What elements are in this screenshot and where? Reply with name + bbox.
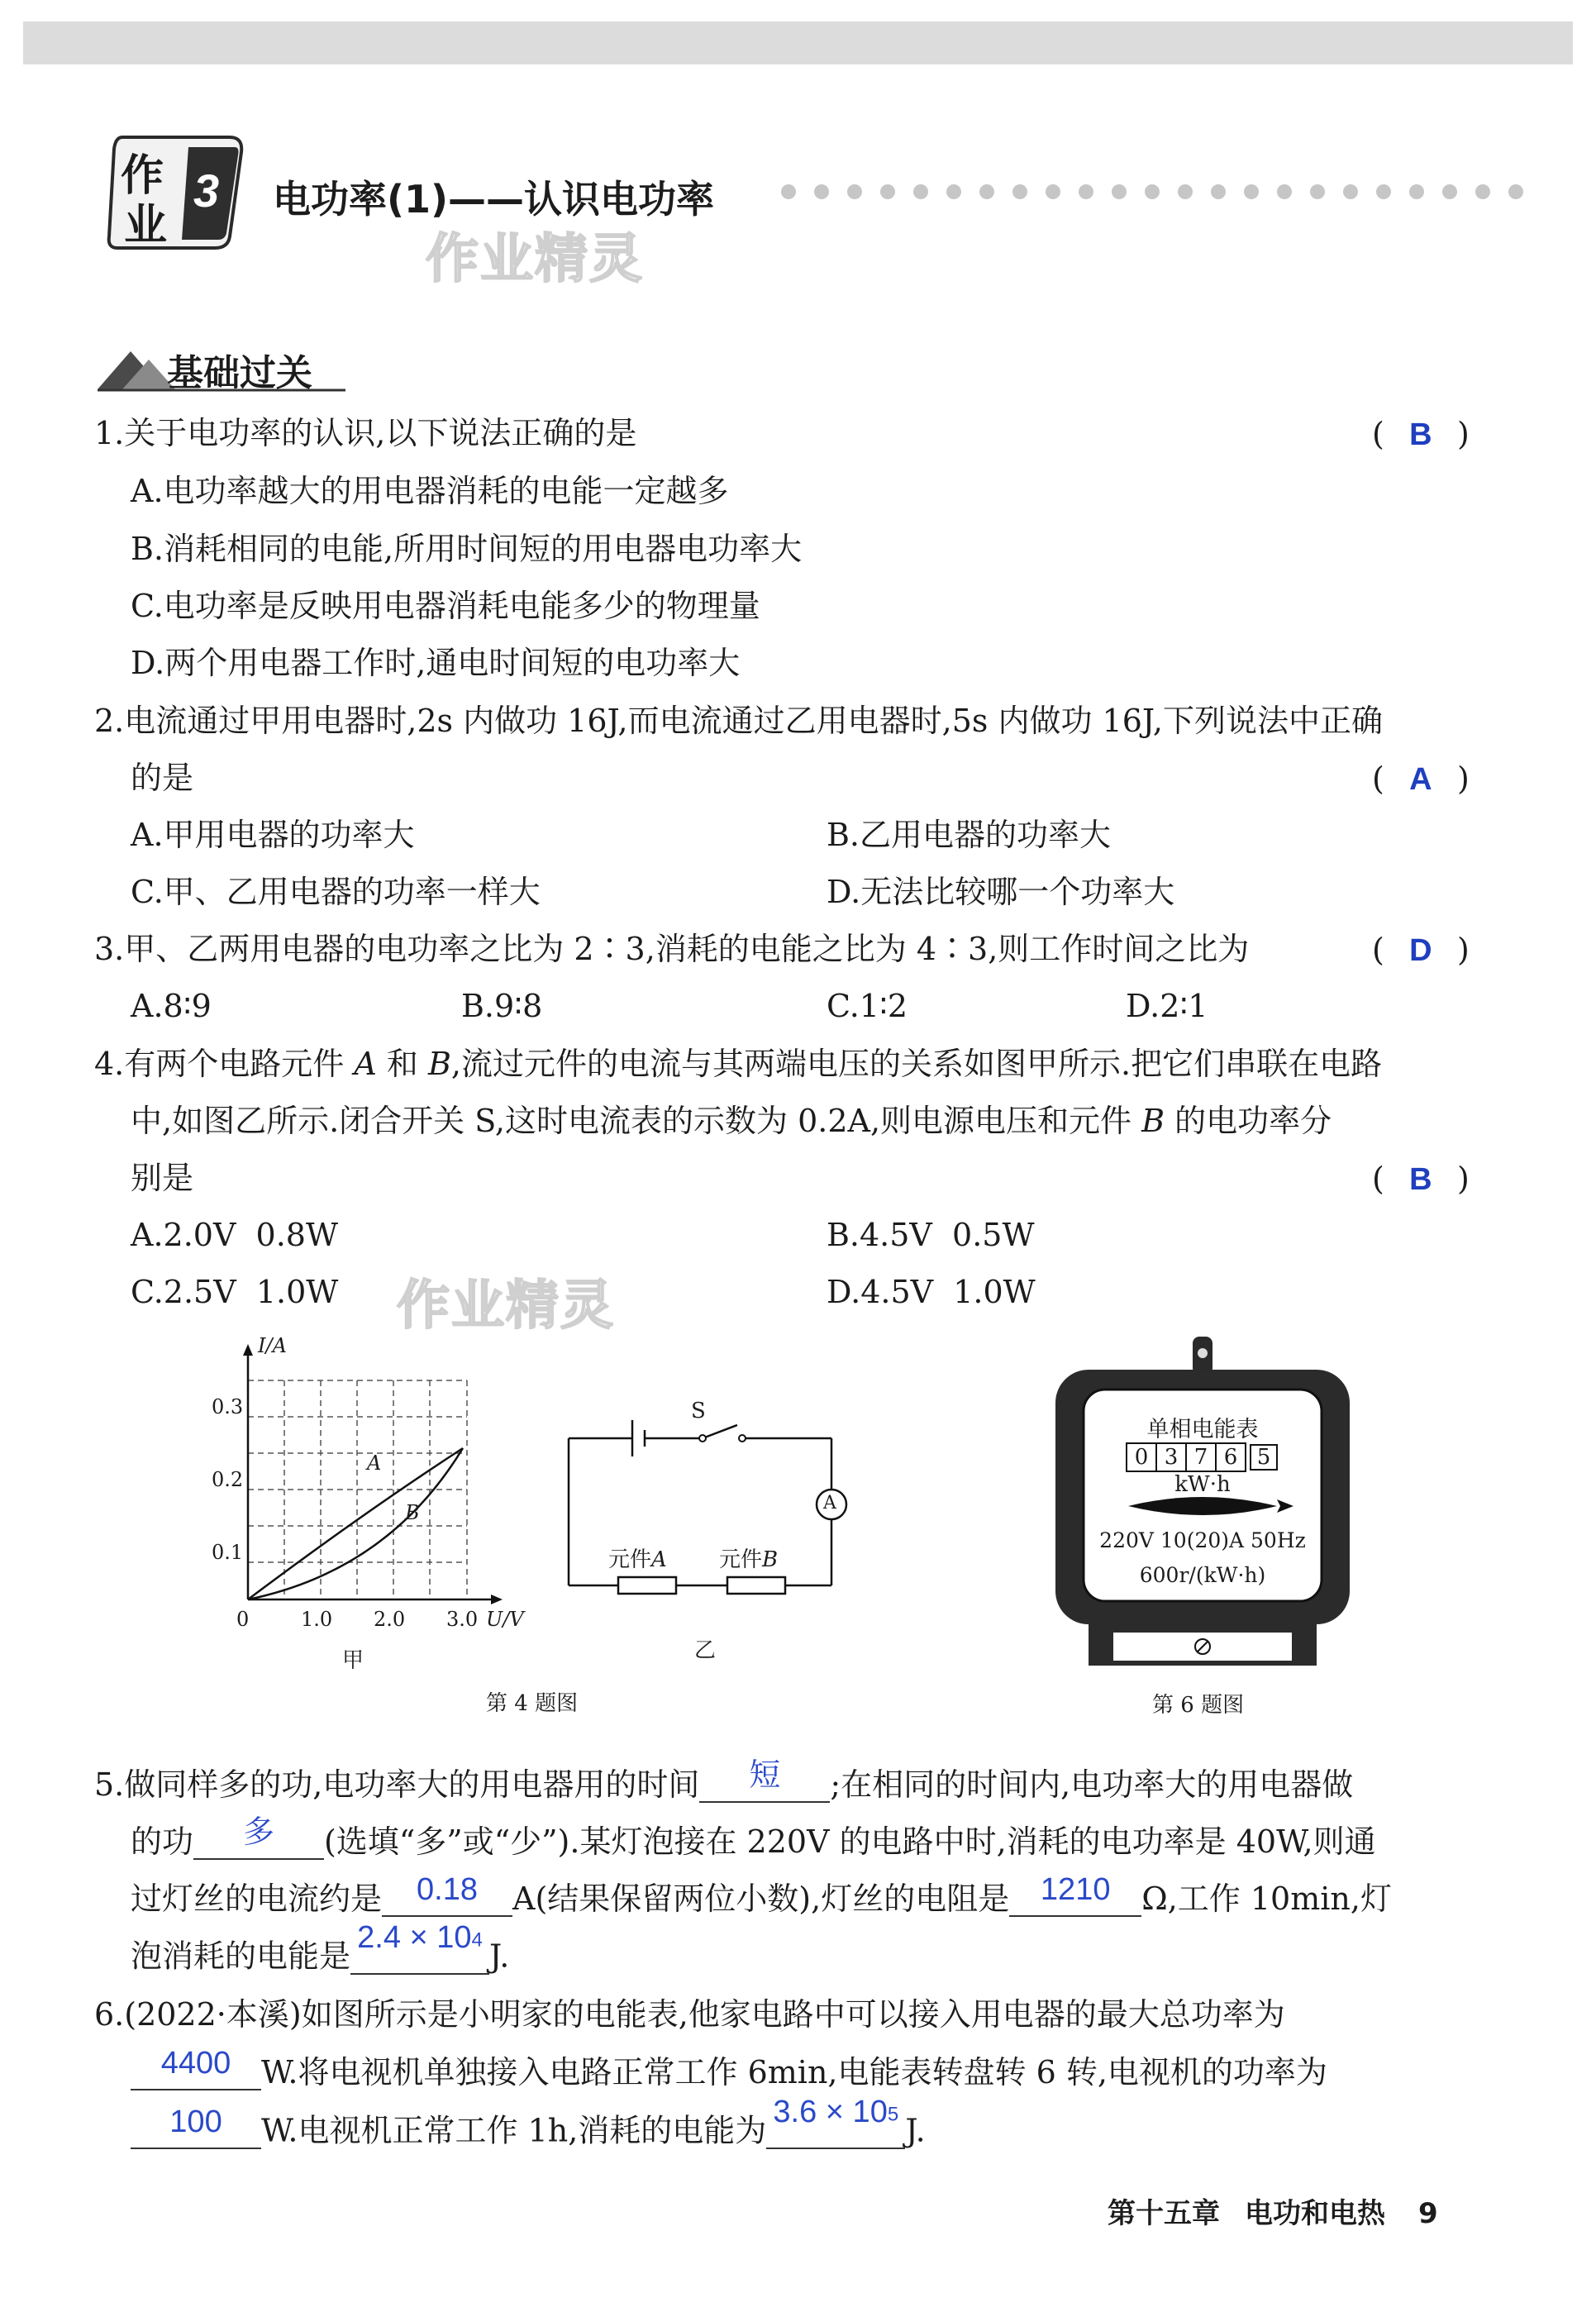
- q6-text-4: J.: [905, 2112, 926, 2149]
- q5-blank-1: [699, 1758, 830, 1803]
- footer-topic: 电功和电热: [1245, 2197, 1385, 2230]
- q4-var-a: A: [354, 1046, 377, 1082]
- graph-xtick-30: 3.0: [446, 1608, 479, 1631]
- q4-var-b-2: B: [1141, 1103, 1165, 1139]
- q4-text-5: 的电功率分: [1165, 1103, 1332, 1139]
- watermark-2: 作业精灵: [397, 1275, 615, 1335]
- q3-option-b: B.9∶8: [461, 988, 543, 1024]
- q5-text-1: 5.做同样多的功,电功率大的用电器用的时间: [94, 1766, 700, 1803]
- q5-line3: [131, 1872, 1392, 1917]
- q6-blank-3-base: 3.6 × 10: [773, 2094, 888, 2129]
- footer-chapter: 第十五章: [1108, 2197, 1220, 2230]
- q3-option-a: A.8∶9: [131, 988, 212, 1024]
- q6-blank-2: [131, 2104, 261, 2149]
- section-header: [98, 335, 345, 393]
- meter-digit-4: 6: [1217, 1442, 1246, 1472]
- q6-text-3: W.电视机正常工作 1h,消耗的电能为: [261, 2112, 767, 2149]
- q5-blank-3: [382, 1872, 512, 1917]
- q5-text-7: Ω,工作 10min,灯: [1141, 1881, 1392, 1917]
- q6-blank-3-exp: 5: [887, 2103, 899, 2125]
- q6-blank-1-value: 4400: [160, 2046, 231, 2081]
- q3-option-c: C.1∶2: [827, 988, 908, 1024]
- graph-xtick-20: 2.0: [374, 1608, 406, 1631]
- meter-unit: kW·h: [1174, 1472, 1231, 1497]
- figure4-caption: 第 4 题图: [486, 1691, 579, 1716]
- badge-number: 3: [193, 164, 220, 217]
- q2-answer-value: A: [1409, 762, 1432, 797]
- q4-answer-value: B: [1409, 1162, 1432, 1197]
- q5-blank-1-value: 短: [749, 1758, 781, 1793]
- graph-origin: 0: [236, 1608, 250, 1631]
- circuit-label: 乙: [694, 1638, 717, 1663]
- meter-digit-5: 5: [1250, 1444, 1278, 1471]
- element-b-label: [719, 1542, 778, 1573]
- meter-digit-3: 7: [1187, 1442, 1217, 1472]
- q5-text-6: A(结果保留两位小数),灯丝的电阻是: [512, 1881, 1010, 1917]
- q5-blank-2-value: 多: [243, 1815, 275, 1850]
- q1-stem: 1.关于电功率的认识,以下说法正确的是: [94, 415, 637, 451]
- graph-xlabel: U/V: [486, 1608, 524, 1631]
- q1-option-a: A.电功率越大的用电器消耗的电能一定越多: [131, 473, 729, 509]
- q2-stem-line1: 2.电流通过甲用电器时,2s 内做功 16J,而电流通过乙用电器时,5s 内做功 16J,下列说法中正确: [94, 703, 1383, 739]
- graph-ytick-01: 0.1: [212, 1541, 244, 1564]
- q2-answer: ( A ): [1372, 760, 1470, 797]
- graph-ytick-03: 0.3: [212, 1395, 244, 1418]
- page-footer: [1108, 2190, 1438, 2231]
- element-b-var: B: [762, 1547, 779, 1572]
- q4-option-b: B.4.5V 0.5W: [827, 1217, 1035, 1253]
- q5-text-5: 过灯丝的电流约是: [131, 1881, 383, 1917]
- q5-blank-3-value: 0.18: [417, 1872, 478, 1907]
- page-title: 电功率(1)——认识电功率: [273, 177, 715, 222]
- curve-a-label: A: [367, 1452, 382, 1475]
- q1-option-b: B.消耗相同的电能,所用时间短的用电器电功率大: [131, 531, 803, 567]
- q6-blank-1: [131, 2046, 261, 2090]
- q4-text-4: 中,如图乙所示.闭合开关 S,这时电流表的示数为 0.2A,则电源电压和元件: [131, 1103, 1142, 1139]
- q4-text-1: 4.有两个电路元件: [94, 1046, 355, 1082]
- figure4-circuit: [554, 1397, 868, 1670]
- element-b-prefix: 元件: [719, 1547, 763, 1572]
- graph-ytick-02: 0.2: [212, 1468, 244, 1491]
- q5-blank-5-value: [357, 1919, 483, 1965]
- switch-label: S: [691, 1399, 706, 1423]
- curve-b-label: B: [405, 1501, 420, 1524]
- q5-text-2: ;在相同的时间内,电功率大的用电器做: [830, 1766, 1354, 1803]
- figure4-graph: [198, 1331, 545, 1678]
- q5-text-4: (选填“多”或“少”).某灯泡接在 220V 的电路中时,消耗的电功率是 40W,则通: [324, 1823, 1376, 1860]
- q4-text-2: 和: [376, 1046, 428, 1082]
- q5-line2: [131, 1815, 1376, 1860]
- q2-option-b: B.乙用电器的功率大: [827, 817, 1112, 853]
- q2-stem-line2: 的是: [131, 760, 194, 796]
- badge-char-bottom: 业: [124, 201, 168, 250]
- q4-stem-line1: [94, 1048, 1382, 1080]
- graph-label: 甲: [342, 1648, 364, 1673]
- q4-option-c: C.2.5V 1.0W: [131, 1274, 339, 1310]
- q4-option-d: D.4.5V 1.0W: [827, 1274, 1036, 1310]
- q3-answer: ( D ): [1372, 932, 1470, 968]
- q4-option-a: A.2.0V 0.8W: [131, 1217, 339, 1253]
- element-a-prefix: 元件: [608, 1547, 652, 1572]
- meter-title: 单相电能表: [1146, 1417, 1259, 1442]
- meter-digits: [1126, 1442, 1278, 1472]
- q1-option-c: C.电功率是反映用电器消耗电能多少的物理量: [131, 588, 760, 624]
- q3-answer-value: D: [1409, 933, 1432, 968]
- q6-line1: 6.(2022·本溪)如图所示是小明家的电能表,他家电路中可以接入用电器的最大总功率为: [94, 1996, 1285, 2033]
- element-a-label: [608, 1542, 667, 1573]
- q5-text-8: 泡消耗的电能是: [131, 1938, 351, 1975]
- q6-blank-3-value: [773, 2094, 899, 2139]
- q3-option-d: D.2∶1: [1126, 988, 1208, 1024]
- q5-blank-2: [193, 1815, 324, 1860]
- q1-answer-value: B: [1409, 417, 1432, 452]
- meter-digit-2: 3: [1157, 1442, 1187, 1472]
- graph-xtick-10: 1.0: [301, 1608, 333, 1631]
- title-dot-leader: [781, 184, 1541, 203]
- meter-digit-1: 0: [1126, 1442, 1157, 1472]
- q3-stem: 3.甲、乙两用电器的电功率之比为 2∶3,消耗的电能之比为 4∶3,则工作时间之比为: [94, 931, 1250, 967]
- q4-text-3: ,流过元件的电流与其两端电压的关系如图甲所示.把它们串联在电路: [450, 1046, 1383, 1082]
- q6-text-2: W.将电视机单独接入电路正常工作 6min,电能表转盘转 6 转,电视机的功率为: [261, 2054, 1327, 2090]
- q5-line1: [94, 1758, 1354, 1803]
- homework-badge: [106, 131, 250, 255]
- q6-blank-2-value: 100: [169, 2104, 222, 2139]
- q5-blank-5-exp: 4: [471, 1928, 483, 1951]
- q6-line2: [131, 2046, 1327, 2090]
- top-scan-band: [23, 21, 1573, 64]
- meter-spec-1: 220V 10(20)A 50Hz: [1099, 1528, 1306, 1552]
- badge-char-top: 作: [121, 151, 164, 201]
- q1-answer: ( B ): [1372, 416, 1470, 452]
- element-a-var: A: [651, 1547, 667, 1572]
- q5-blank-4-value: 1210: [1040, 1872, 1111, 1907]
- q4-var-b: B: [427, 1046, 451, 1082]
- q4-stem-line2: [131, 1105, 1332, 1137]
- page-number: 9: [1418, 2197, 1438, 2230]
- meter-spec-2: 600r/(kW·h): [1139, 1563, 1266, 1587]
- q2-option-a: A.甲用电器的功率大: [131, 817, 415, 853]
- ammeter-label: A: [823, 1493, 836, 1514]
- figure6-meter: [1054, 1335, 1351, 1674]
- q1-option-d: D.两个用电器工作时,通电时间短的电功率大: [131, 645, 741, 681]
- graph-ylabel: I/A: [258, 1334, 287, 1357]
- q4-stem-line3: 别是: [131, 1160, 194, 1196]
- q4-answer: ( B ): [1372, 1161, 1470, 1197]
- section-title: 基础过关: [167, 352, 312, 394]
- watermark: 作业精灵: [426, 229, 644, 288]
- q5-text-9: J.: [489, 1938, 510, 1975]
- q2-option-c: C.甲、乙用电器的功率一样大: [131, 874, 541, 910]
- q5-blank-4: [1009, 1872, 1141, 1917]
- figure6-caption: 第 6 题图: [1152, 1693, 1245, 1718]
- q5-blank-5-base: 2.4 × 10: [357, 1919, 472, 1955]
- q5-text-3: 的功: [131, 1823, 194, 1860]
- q2-option-d: D.无法比较哪一个功率大: [827, 874, 1175, 910]
